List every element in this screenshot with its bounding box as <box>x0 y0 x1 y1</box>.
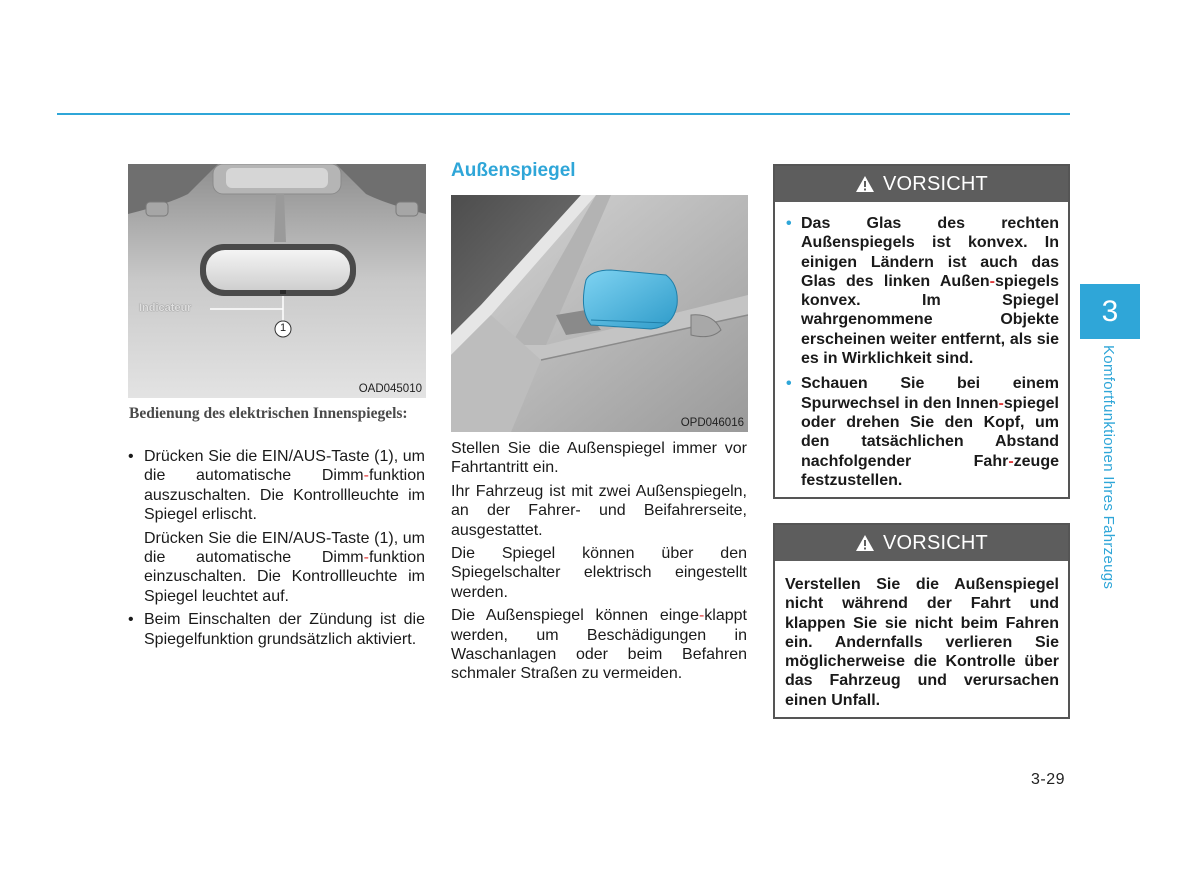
figure-code: OAD045010 <box>358 383 422 395</box>
indicator-label: Indicateur <box>139 302 192 314</box>
exterior-mirror-illustration <box>451 195 748 432</box>
caution-title: VORSICHT <box>883 531 988 554</box>
list-item: • Das Glas des rechten Außenspiegels ist konvex. In einigen Ländern ist auch das Glas des linken Außen-spiegels konvex. Im Spiegel wahrgenommene Objekte erscheinen weiter entfernt, als sie es in Wirklichkeit sind. <box>786 215 1059 368</box>
chapter-number-tab: 3 <box>1080 284 1140 339</box>
chapter-title-vertical: Komfortfunktionen Ihres Fahrzeugs <box>1100 345 1117 590</box>
caution-box <box>773 164 1070 499</box>
caution-header <box>775 525 1068 561</box>
list-item: • Drücken Sie die EIN/AUS-Taste (1), um die automatische Dimm-funktion auszuschalten. Die Kontrollleuchte im Spiegel erlischt. <box>128 448 425 524</box>
exterior-mirror-figure <box>451 195 748 432</box>
paragraph: Die Spiegel können über den Spiegelschalter elektrisch eingestellt werden. <box>451 545 747 601</box>
caution-box <box>773 523 1070 719</box>
callout-number: 1 <box>279 322 287 334</box>
list-item: • Beim Einschalten der Zündung ist die Spiegelfunktion grundsätzlich aktiviert. <box>128 611 425 648</box>
section-title: Außenspiegel <box>451 160 576 181</box>
list-item-continuation: Drücken Sie die EIN/AUS-Taste (1), um die automatische Dimm-funktion einzuschalten. Die Kontrollleuchte im Spiegel leuchtet auf. <box>144 529 425 605</box>
exterior-mirror-text <box>451 439 747 688</box>
paragraph: Ihr Fahrzeug ist mit zwei Außenspiegeln, an der Fahrer- und Beifahrerseite, ausgestattet. <box>451 482 747 539</box>
list-item: • Schauen Sie bei einem Spurwechsel in den Innen-spiegel oder drehen Sie den Kopf, um den tatsächlichen Abstand nachfolgender Fahr-zeuge festzustellen. <box>786 375 1059 489</box>
paragraph: Stellen Sie die Außenspiegel immer vor Fahrtantritt ein. <box>451 440 747 477</box>
warning-triangle-icon <box>855 175 875 193</box>
caution-list <box>785 214 1059 490</box>
caution-header <box>775 166 1068 202</box>
interior-mirror-illustration <box>128 164 426 398</box>
warning-triangle-icon <box>855 534 875 552</box>
interior-mirror-figure <box>128 164 426 398</box>
paragraph: Die Außenspiegel können einge-klappt werden, um Beschädigungen in Waschanlagen oder beim Befahren schmaler Straßen zu vermeiden. <box>451 607 747 683</box>
caution-text: Verstellen Sie die Außenspiegel nicht während der Fahrt und klappen Sie sie nicht beim Fahren ein. Andernfalls verlieren Sie möglicherweise die Kontrolle über das Fahrzeug und verursachen einen Unfall. <box>785 576 1059 709</box>
mirror-operation-list <box>128 447 425 653</box>
figure-code: OPD046016 <box>680 417 744 429</box>
caution-title: VORSICHT <box>883 172 988 195</box>
mirror-operation-heading: Bedienung des elektrischen Innenspiegels: <box>129 405 408 422</box>
page-number: 3-29 <box>1031 771 1066 788</box>
top-rule <box>57 113 1070 115</box>
